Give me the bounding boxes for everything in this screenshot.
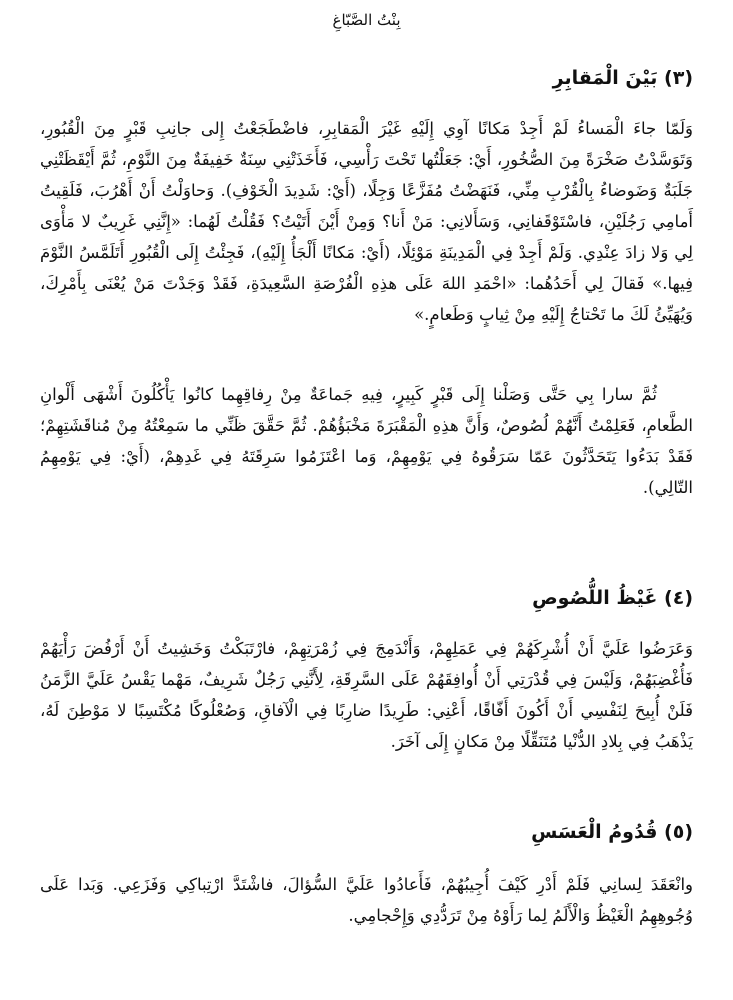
running-head: بِنْتُ الصَّبّاغِ — [332, 11, 401, 29]
section-4-paragraph-1: وَعَرَضُوا عَلَيَّ أَنْ أُشْرِكَهُمْ فِي عَمَلِهِمْ، وَأَنْدَمِجَ فِي زُمْرَتِهِمْ، فارْتَبَكْتُ وَخَشِيتُ أَنْ أَرْفُضَ رَأْيَهُمْ فَأُغْضِبَهُمْ، وَلَيْسَ فِي قُدْرَتِي أَنْ أُوافِقَهُمْ عَلَى السَّرِقَةِ، لِأَنَّنِي رَجُلٌ شَرِيفٌ، مَهْما يَقْسُ عَلَيَّ الزَّمَنُ فَلَنْ أُبِيحَ لِنَفْسِي أَنْ أَكُونَ أَفّاقًا، أَعْنِي: طَرِيدًا ضارِبًا فِي الْآفاقِ، وَصُعْلُوكًا مُكْتَسِبًا لا مَوْطِنَ لَهُ، يَذْهَبُ فِي بِلادِ الدُّنْيا مُتَنَقِّلًا مِنْ مَكانٍ إِلَى آخَرَ. — [40, 639, 693, 751]
section-heading-4: (٤) غَيْظُ اللُّصُوصِ — [532, 587, 693, 609]
section-5-paragraph-1: وانْعَقَدَ لِسانِي فَلَمْ أَدْرِ كَيْفَ أُجِيبُهُمْ، فَأَعادُوا عَلَيَّ السُّؤالَ، فاشْتَدَّ ارْتِباكِي وَفَزَعِي. وَبَدا عَلَى وُجُوهِهِمُ الْغَيْظُ وَالْأَلَمُ لِما رَأَوْهُ مِنْ تَرَدُّدِي وَإِحْجامِي. — [40, 875, 693, 925]
section-heading-3: (٣) بَيْنَ الْمَقابِرِ — [552, 67, 693, 89]
section-heading-5: (٥) قُدُومُ الْعَسَسِ — [531, 821, 693, 843]
section-3-paragraph-2: ثُمَّ سارا بِي حَتَّى وَصَلْنا إِلَى قَبْرٍ كَبِيرٍ، فِيهِ جَماعَةٌ مِنْ رِفاقِهِما كانُوا يَأْكُلُونَ أَشْهَى أَلْوانِ الطَّعامِ، فَعَلِمْتُ أَنَّهُمْ لُصُوصٌ، وَأَنَّ هذِهِ الْمَقْبَرَةَ مَخْبَؤُهُمْ. ثُمَّ حَقَّقَ ظَنِّي ما سَمِعْتُهُ مِنْ مُناقَشَتِهِمْ؛ فَقَدْ بَدَءُوا يَتَحَدَّثُونَ عَمّا سَرَقُوهُ فِي يَوْمِهِمْ، وَما اعْتَزَمُوا سَرِقَتَهُ فِي غَدِهِمْ، (أَيْ: فِي يَوْمِهِمُ التّالِي). — [40, 385, 693, 497]
section-3-paragraph-1: وَلَمّا جاءَ الْمَساءُ لَمْ أَجِدْ مَكانًا آوِي إِلَيْهِ غَيْرَ الْمَقابِرِ، فاضْطَجَعْتُ إِلى جانِبِ قَبْرٍ مِنَ الْقُبُورِ، وَتَوَسَّدْتُ صَخْرَةً مِنَ الصُّخُورِ، أَيْ: جَعَلْتُها تَحْتَ رَأْسِي، فَأَخَذَتْنِي سِنَةٌ خَفِيفَةٌ مِنَ النَّوْمِ، ثُمَّ أَيْقَظَتْنِي جَلَبَةٌ وَضَوضاءُ بِالْقُرْبِ مِنِّي، فَنَهَضْتُ مُفَزَّعًا وَجِلًا، (أَيْ: شَدِيدَ الْخَوْفِ). وَحاوَلْتُ أَنْ أَهْرُبَ، فَلَقِيتُ أَمامِي رَجُلَيْنِ، فاسْتَوْقَفانِي، وَسَأَلانِي: مَنْ أَنا؟ وَمِنْ أَيْنَ أَتَيْتُ؟ فَقُلْتُ لَهُما: «إِنَّنِي غَرِيبٌ لا مَأْوَى لِي وَلا زادَ عِنْدِي. وَلَمْ أَجِدْ فِي الْمَدِينَةِ مَوْئِلًا، (أَيْ: مَكانًا أَلْجَأُ إِلَيْهِ)، فَجِئْتُ إِلَى الْقُبُورِ أَتَلَمَّسُ النَّوْمَ فِيها.» فَقالَ لِي أَحَدُهُما: «احْمَدِ اللهَ عَلَى هذِهِ الْفُرْصَةِ السَّعِيدَةِ، فَقَدْ وَجَدْتَ مَنْ يُعْنَى بِأَمْرِكَ، وَيُهَيِّئُ لَكَ ما تَحْتاجُ إِلَيْهِ مِنْ ثِيابٍ وَطَعامٍ.» — [40, 119, 693, 324]
